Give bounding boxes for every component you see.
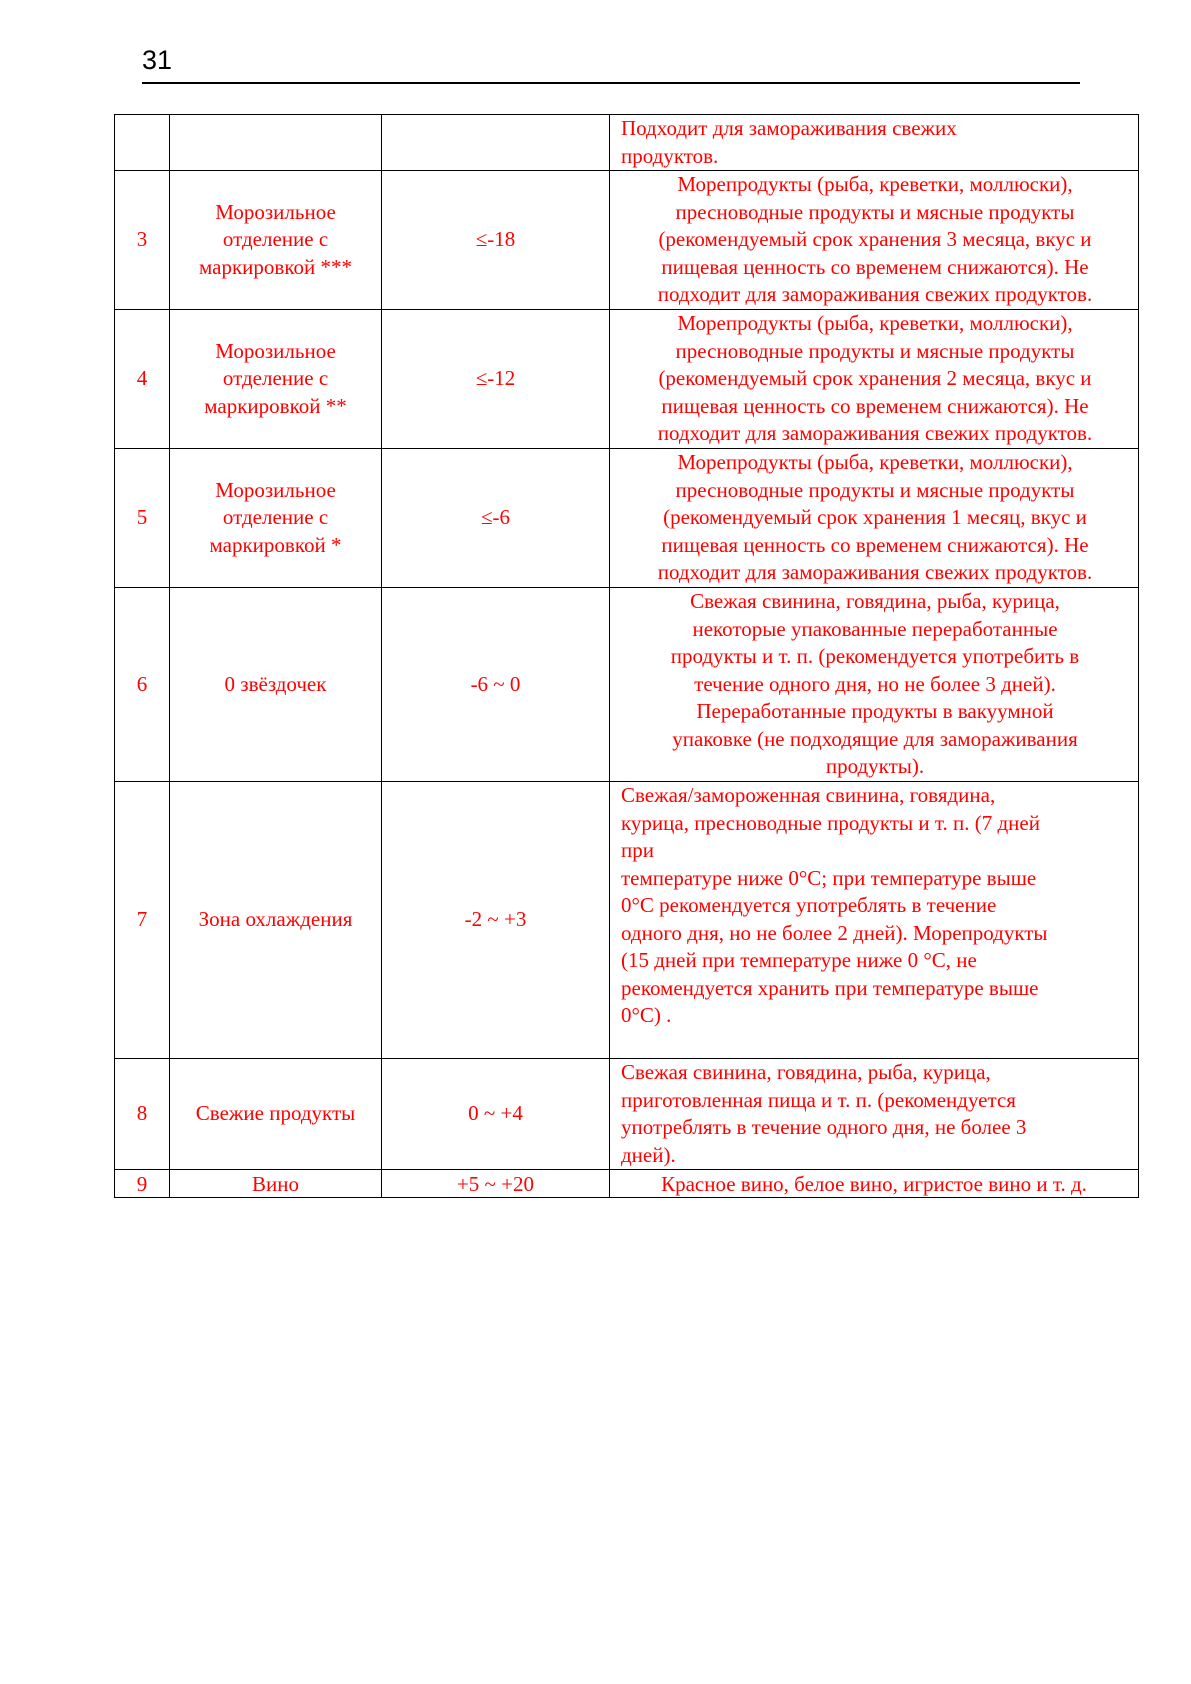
row-number-cell: 4 <box>115 310 170 449</box>
row-number-cell: 7 <box>115 782 170 1059</box>
description-line: Переработанные продукты в вакуумной <box>696 699 1054 724</box>
description-line: продукты). <box>825 754 925 779</box>
table-row <box>115 115 1139 171</box>
description-line: одного дня, но не более 2 дней). Морепродукты <box>621 920 1048 945</box>
zone-name-line: отделение с <box>222 366 329 391</box>
row-number-cell: 3 <box>115 171 170 310</box>
row-number-cell: 8 <box>115 1059 170 1170</box>
zone-name-line: отделение с <box>222 505 329 530</box>
row-number-cell: 5 <box>115 449 170 588</box>
table-row <box>115 1059 1139 1170</box>
row-number-cell: 9 <box>115 1170 170 1198</box>
description-line: пресноводные продукты и мясные продукты <box>675 338 1075 363</box>
table-row <box>115 449 1139 588</box>
temperature-cell: -6 ~ 0 <box>382 588 610 782</box>
description-line: упаковке (не подходящие для замораживания <box>672 726 1078 751</box>
row-number-cell <box>115 115 170 171</box>
temperature-cell: -2 ~ +3 <box>382 782 610 1059</box>
description-line: (рекомендуемый срок хранения 2 месяца, вкус и <box>658 366 1092 391</box>
description-line: подходит для замораживания свежих продуктов. <box>657 282 1093 307</box>
description-line: Свежая/замороженная свинина, говядина, <box>621 783 996 807</box>
zone-name-line: Морозильное <box>215 338 336 363</box>
table-row <box>115 588 1139 782</box>
description-line: Свежая свинина, говядина, рыба, курица, <box>621 1060 991 1084</box>
description-line: дней). <box>621 1142 676 1167</box>
zone-name-line: маркировкой ** <box>204 393 347 418</box>
description-line: приготовленная пища и т. п. (рекомендуется <box>621 1087 1016 1112</box>
zone-name-line: Морозильное <box>215 477 336 502</box>
description-line: курица, пресноводные продукты и т. п. (7 дней <box>621 810 1040 835</box>
zone-name-line: Вино <box>252 1171 299 1196</box>
zone-name-cell <box>170 115 382 171</box>
description-line: Подходит для замораживания свежих <box>621 116 957 140</box>
description-cell <box>610 1170 1139 1198</box>
zone-name-cell <box>170 782 382 1059</box>
temperature-cell: ≤-6 <box>382 449 610 588</box>
zone-name-line: Зона охлаждения <box>198 907 353 932</box>
header-divider <box>142 82 1080 84</box>
zone-name-line: 0 звёздочек <box>224 671 327 696</box>
description-line: продуктов. <box>621 143 719 168</box>
zone-name-line: маркировкой * <box>209 532 342 557</box>
description-line: 0°C) . <box>621 1003 672 1027</box>
description-line: пресноводные продукты и мясные продукты <box>675 199 1075 224</box>
zone-name-cell <box>170 588 382 782</box>
description-line: употреблять в течение одного дня, не более 3 <box>621 1115 1027 1139</box>
description-cell <box>610 782 1139 1059</box>
description-line: пищевая ценность со временем снижаются). Не <box>661 532 1089 557</box>
description-line: при <box>621 838 654 862</box>
description-cell <box>610 171 1139 310</box>
description-line: течение одного дня, но не более 3 дней). <box>694 671 1056 696</box>
zone-name-cell <box>170 1170 382 1198</box>
row-number-cell: 6 <box>115 588 170 782</box>
description-line: пресноводные продукты и мясные продукты <box>675 477 1075 502</box>
description-cell <box>610 1059 1139 1170</box>
description-line: подходит для замораживания свежих продуктов. <box>657 560 1093 585</box>
description-line: (рекомендуемый срок хранения 3 месяца, вкус и <box>658 227 1092 252</box>
temperature-cell: 0 ~ +4 <box>382 1059 610 1170</box>
description-cell <box>610 310 1139 449</box>
zone-name-line: отделение с <box>222 227 329 252</box>
description-line: (15 дней при температуре ниже 0 °C, не <box>621 948 977 972</box>
temperature-cell: ≤-12 <box>382 310 610 449</box>
description-line: продукты и т. п. (рекомендуется употребить в <box>670 644 1080 669</box>
description-line: подходит для замораживания свежих продуктов. <box>657 421 1093 446</box>
table-row <box>115 782 1139 1059</box>
description-line: Свежая свинина, говядина, рыба, курица, <box>690 589 1060 614</box>
table-row <box>115 1170 1139 1198</box>
temperature-cell: ≤-18 <box>382 171 610 310</box>
page-number: 31 <box>142 45 173 75</box>
temperature-cell <box>382 115 610 171</box>
description-line: (рекомендуемый срок хранения 1 месяц, вкус и <box>663 505 1087 530</box>
zone-name-cell <box>170 449 382 588</box>
description-line: Морепродукты (рыба, креветки, моллюски), <box>677 311 1073 336</box>
zone-name-line: маркировкой *** <box>199 254 352 279</box>
description-line: рекомендуется хранить при температуре выше <box>621 975 1039 1000</box>
description-line: пищевая ценность со временем снижаются). Не <box>661 393 1089 418</box>
description-line: некоторые упакованные переработанные <box>692 616 1058 641</box>
description-line: Красное вино, белое вино, игристое вино и т. д. <box>661 1171 1087 1196</box>
zone-name-line: Свежие продукты <box>195 1101 356 1126</box>
zone-name-cell <box>170 1059 382 1170</box>
description-line: 0°C рекомендуется употреблять в течение <box>621 893 997 917</box>
table-row <box>115 171 1139 310</box>
description-line: Морепродукты (рыба, креветки, моллюски), <box>677 450 1073 475</box>
description-line: пищевая ценность со временем снижаются). Не <box>661 254 1089 279</box>
description-line: температуре ниже 0°C; при температуре выше <box>621 865 1037 890</box>
temperature-cell: +5 ~ +20 <box>382 1170 610 1198</box>
description-cell <box>610 115 1139 171</box>
description-cell <box>610 588 1139 782</box>
zone-name-cell <box>170 310 382 449</box>
storage-zones-table <box>114 114 1139 1198</box>
description-cell <box>610 449 1139 588</box>
zone-name-line: Морозильное <box>215 199 336 224</box>
description-line: Морепродукты (рыба, креветки, моллюски), <box>677 172 1073 197</box>
table-row <box>115 310 1139 449</box>
zone-name-cell <box>170 171 382 310</box>
